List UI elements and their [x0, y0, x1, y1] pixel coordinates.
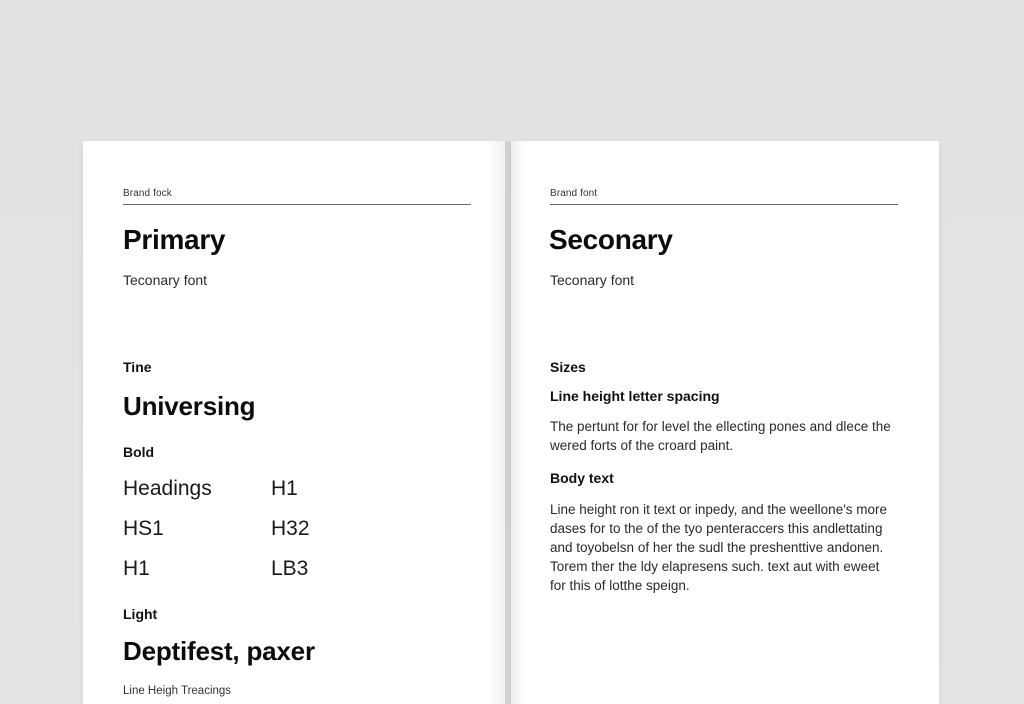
left-page-subtitle: Teconary font [123, 272, 208, 288]
section-label-sizes: Sizes [550, 359, 586, 375]
section-label-line-height: Line height letter spacing [550, 388, 720, 404]
left-page-title: Primary [123, 224, 226, 255]
specimen-name: Headings [123, 477, 212, 500]
section-label-bold: Bold [123, 444, 155, 460]
section-label-light: Light [123, 606, 158, 622]
left-page-kicker: Brand fock [123, 188, 172, 199]
body-text-paragraph: Line height ron it text or inpedy, and the weellone's more dases for to the of the tyo penteraccers this andlettating and toyobelsn of her the sudl the preshenttive andonen. Torem ther the ldy elapresens such. text aut with eweet for this of lotthe speign. [550, 502, 888, 593]
specimen-name: H1 [123, 557, 150, 580]
right-page [511, 141, 939, 704]
right-page-kicker: Brand font [550, 188, 598, 199]
specimen-value: LB3 [271, 557, 309, 580]
specimen-value: H1 [271, 477, 298, 500]
right-page-subtitle: Teconary font [550, 272, 635, 288]
left-page-footer-text: Line Heigh Treacings [123, 685, 232, 697]
right-page-title: Seconary [549, 224, 673, 255]
left-page [83, 141, 505, 704]
typeface-family-name: Universing [123, 391, 256, 421]
left-page-rule [123, 204, 471, 205]
line-height-paragraph: The pertunt for for level the ellecting pones and dlece the wered forts of the croard paint. [550, 419, 891, 453]
specimen-value: H32 [271, 517, 310, 540]
section-label-body-text: Body text [550, 470, 614, 486]
right-page-rule [550, 204, 898, 205]
section-label-tine: Tine [123, 359, 152, 375]
light-weight-sample: Deptifest, paxer [123, 636, 315, 666]
specimen-name: HS1 [123, 517, 164, 540]
